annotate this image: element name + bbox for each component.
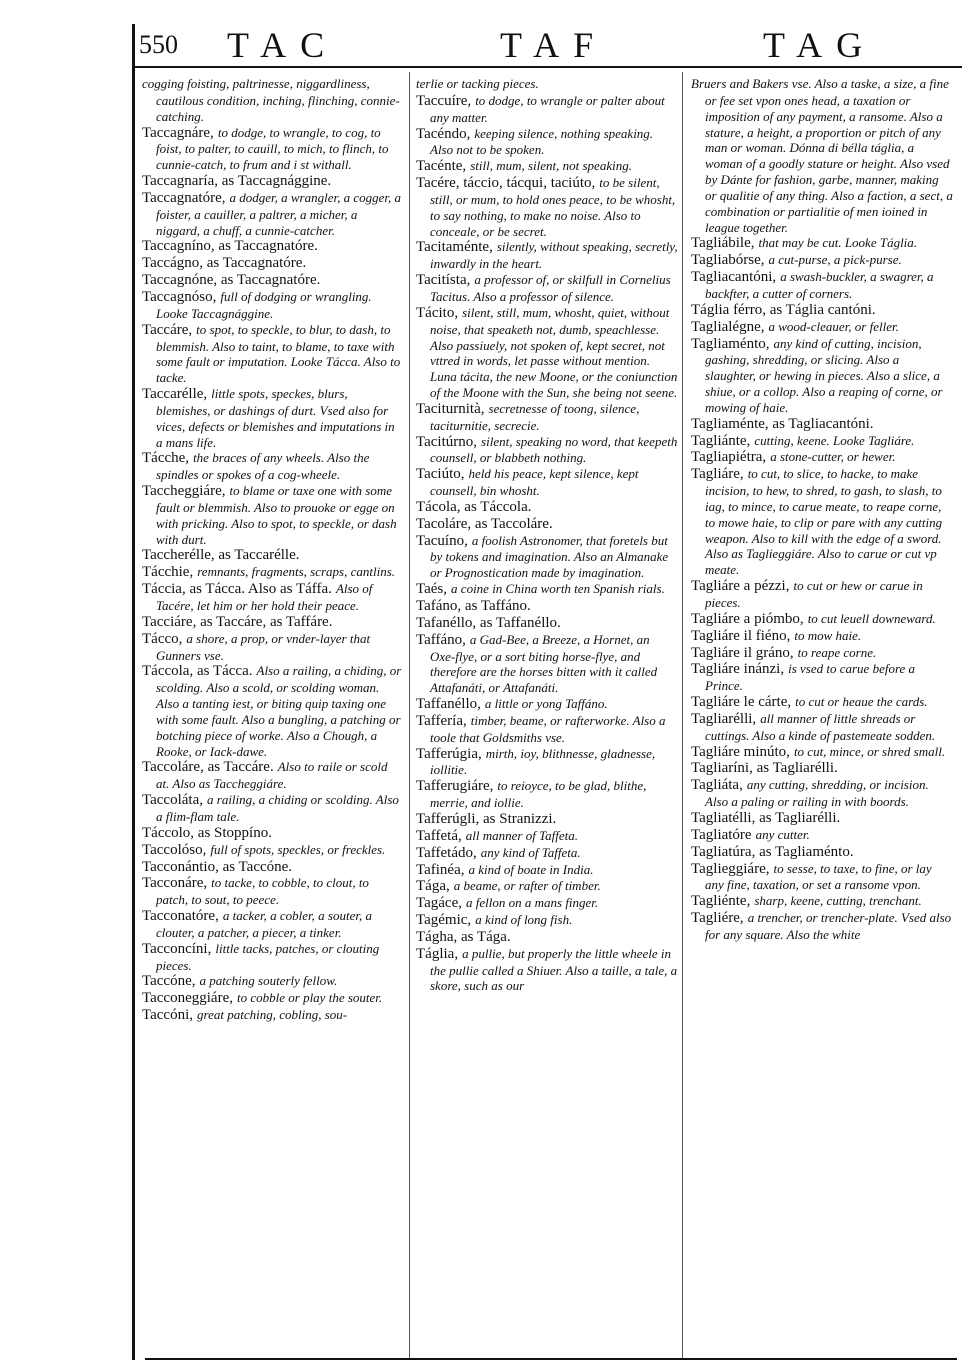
column-left <box>142 76 404 1354</box>
dictionary-entry <box>142 76 404 125</box>
entry-definition: to dodge, to wrangle, to cog, to foist, to palter, to cauill, to mich, to flinch, to cunnie-catch, to frum and i st withall. <box>156 124 389 173</box>
entry-definition: a wood-cleauer, or feller. <box>768 318 899 334</box>
entry-definition: Also of Tacére, let him or her hold their peace. <box>156 581 373 613</box>
entry-headword: Tagliáta, <box>691 777 743 794</box>
dictionary-entry <box>142 990 404 1007</box>
dictionary-entry <box>416 499 678 516</box>
entry-headword: Tácchie, <box>142 564 194 581</box>
entry-headword: Tagliáre a piómbo, <box>691 610 804 627</box>
dictionary-entry <box>416 516 678 533</box>
entry-definition: timber, beame, or rafterworke. Also a toole that Goldsmiths vse. <box>430 712 666 745</box>
dictionary-entry <box>142 450 404 483</box>
entry-definition: a fellon on a mans finger. <box>466 895 599 911</box>
entry-definition: full of dodging or wrangling. Looke Taccagnággine. <box>156 288 372 321</box>
entry-headword: Taffanéllo, <box>416 696 481 713</box>
entry-headword: Taffetádo, <box>416 844 477 861</box>
entry-headword: Tafferúgia, <box>416 745 482 762</box>
entry-definition: Also to raile or scold at. Also as Taccheggiáre. <box>156 759 388 792</box>
dictionary-entry <box>416 746 678 779</box>
dictionary-entry <box>691 449 953 466</box>
dictionary-entry <box>691 910 953 943</box>
dictionary-entry <box>691 76 953 235</box>
entry-definition: a Gad-Bee, a Breeze, a Hornet, an Oxe-flye, or a sort biting horse-flye, and therefore are the horses bitten with it called Attafanáti, or Attafanáti. <box>430 631 658 696</box>
entry-definition: a professor of, or skilfull in Cornelius Tacitus. Also a professor of silence. <box>430 272 671 304</box>
dictionary-entry <box>691 744 953 761</box>
dictionary-entry <box>142 581 404 614</box>
entry-headword: Tafferúgli, as Stranizzi. <box>416 810 557 827</box>
entry-definition: all manner of little shreads or cuttings. Also a kinde of pastemeate sodden. <box>705 710 936 743</box>
dictionary-entry <box>142 386 404 450</box>
entry-headword: Tacconáre, <box>142 875 208 892</box>
entry-definition: to be silent, still, or mum, to hold ones peace, to be whosht, to say nothing, to make no noise. Also to conceale, or be secret. <box>430 175 676 239</box>
entry-headword: Tacitúrno, <box>416 433 478 450</box>
running-head-left: TAC <box>227 25 339 65</box>
dictionary-entry <box>142 614 404 631</box>
entry-headword: Taccóni, <box>142 1007 194 1024</box>
entry-headword: Tagliaríni, as Tagliarélli. <box>691 760 838 777</box>
entry-headword: Tacuíno, <box>416 532 468 549</box>
entry-headword: Tacéndo, <box>416 125 471 142</box>
dictionary-entry <box>416 713 678 746</box>
entry-definition: a shore, a prop, or vnder-layer that Gunners vse. <box>156 630 371 663</box>
entry-headword: Tacconántio, as Taccóne. <box>142 858 293 875</box>
entry-headword: Taccagnaría, as Taccagnággine. <box>142 173 332 190</box>
entry-definition: a kind of boate in India. <box>468 861 594 877</box>
dictionary-entry <box>142 547 404 564</box>
bottom-rule <box>145 1358 957 1360</box>
entry-headword: Tácco, <box>142 630 183 647</box>
entry-headword: Taccherélle, as Taccarélle. <box>142 547 300 564</box>
entry-headword: Taglieggiáre, <box>691 860 770 877</box>
dictionary-entry <box>142 272 404 289</box>
dictionary-entry <box>416 239 678 272</box>
running-head-center: TAF <box>500 25 608 65</box>
entry-headword: Táccia, as Tácca. Also as Táffa. <box>142 581 332 598</box>
dictionary-entry <box>142 875 404 908</box>
dictionary-entry <box>142 859 404 876</box>
entry-headword: Tagliáre il gráno, <box>691 644 794 661</box>
dictionary-entry <box>142 125 404 174</box>
entry-headword: Tagliáre minúto, <box>691 743 790 760</box>
dictionary-entry <box>142 564 404 581</box>
running-head-right: TAG <box>763 25 877 65</box>
dictionary-entry <box>416 466 678 499</box>
entry-headword: Tagliáre a pézzi, <box>691 578 790 595</box>
entry-definition: cogging foisting, paltrinesse, niggardliness, cautilous condition, inching, flinching, connie-catching. <box>142 76 400 124</box>
dictionary-entry <box>142 289 404 322</box>
dictionary-entry <box>691 433 953 450</box>
entry-headword: Taccagnáre, <box>142 124 214 141</box>
entry-headword: Tagliatúra, as Tagliaménto. <box>691 843 854 860</box>
entry-headword: Tacciáre, as Taccáre, as Taffáre. <box>142 613 333 630</box>
dictionary-entry <box>416 598 678 615</box>
entry-headword: Tagliapiétra, <box>691 449 767 466</box>
entry-definition: mirth, ioy, blithnesse, gladnesse, iollitie. <box>430 745 656 778</box>
entry-headword: Tagémic, <box>416 912 472 929</box>
dictionary-entry <box>691 319 953 336</box>
column-right <box>691 76 953 1354</box>
entry-definition: a tacker, a cobler, a souter, a clouter, a patcher, a piecer, a tinker. <box>156 908 372 940</box>
dictionary-entry <box>691 694 953 711</box>
dictionary-entry <box>142 631 404 664</box>
dictionary-entry <box>416 533 678 582</box>
entry-headword: Tácola, as Táccola. <box>416 498 532 515</box>
dictionary-entry <box>691 611 953 628</box>
entry-headword: Tafáno, as Taffáno. <box>416 598 531 614</box>
dictionary-entry <box>416 912 678 929</box>
entry-definition: to cut or heaue the cards. <box>795 694 928 710</box>
entry-definition: that may be cut. Looke Táglia. <box>758 235 918 251</box>
entry-headword: Tagliatélli, as Tagliarélli. <box>691 809 841 826</box>
entry-headword: Tafanéllo, as Taffanéllo. <box>416 614 561 631</box>
entry-headword: Taccagnóne, as Taccagnatóre. <box>142 272 321 289</box>
entry-headword: Taccáre, <box>142 321 193 338</box>
entry-definition: to cut or hew or carue in pieces. <box>705 578 923 610</box>
dictionary-entry <box>142 173 404 190</box>
entry-definition: silent, still, mum, whosht, quiet, without noise, that speaketh not, dumb, speachlesse. Also passiuely, not spoken of, kept secret, not vttred in words, let passe without mention. Luna tácita, the new Moone, or the coniunction of the Moone with the Sun, she being not seene. <box>430 304 678 401</box>
entry-headword: Taccagníno, as Taccagnatóre. <box>142 238 318 255</box>
dictionary-entry <box>691 893 953 910</box>
entry-definition: silent, speaking no word, that keepeth counsell, or blabbeth nothing. <box>430 433 678 466</box>
entry-definition: to sesse, to taxe, to fine, or lay any fine, taxation, or set a ransome vpon. <box>705 860 932 893</box>
entry-headword: Táccola, as Tácca. <box>142 663 253 680</box>
dictionary-entry <box>142 973 404 990</box>
dictionary-entry <box>416 126 678 159</box>
dictionary-entry <box>691 661 953 694</box>
entry-definition: cutting, keene. Looke Tagliáre. <box>754 432 915 448</box>
dictionary-entry <box>416 305 678 401</box>
entry-definition: Bruers and Bakers vse. Also a taske, a size, a fine or fee set vpon ones head, a taxation or imposition of any payment, a ransome. Also a stature, a height, a proportion or pitch of any man or woman. Dónna di bélla táglia, a woman of a goodly stature or height. Also vsed by Dánte for fashion, garbe, manner, making or qualitie of any thing. Also a faction, a sect, a combination or partialitie of men ioined in league together. <box>691 76 953 235</box>
entry-headword: Tafinéa, <box>416 861 465 878</box>
entry-headword: Tagliaménte, as Tagliacantóni. <box>691 415 874 432</box>
dictionary-entry <box>691 711 953 744</box>
entry-headword: Taccoláta, <box>142 792 203 809</box>
entry-definition: any cutting, shredding, or incision. Also a paling or railing in with boords. <box>705 777 929 810</box>
dictionary-entry <box>691 760 953 777</box>
entry-definition: sharp, keene, cutting, trenchant. <box>754 893 922 909</box>
entry-headword: Taccolóso, <box>142 841 207 858</box>
dictionary-entry <box>416 93 678 126</box>
entry-headword: Taciturnità, <box>416 400 485 417</box>
entry-headword: Tagliatóre <box>691 826 752 843</box>
dictionary-entry <box>416 895 678 912</box>
entry-definition: little tacks, patches, or clouting pieces. <box>156 940 380 973</box>
entry-definition: a coine in China worth ten Spanish rials. <box>451 581 665 597</box>
dictionary-entry <box>416 929 678 946</box>
dictionary-entry <box>416 828 678 845</box>
dictionary-entry <box>416 946 678 995</box>
dictionary-entry <box>416 778 678 811</box>
dictionary-entry <box>142 483 404 547</box>
entry-headword: Tafferugiáre, <box>416 778 494 795</box>
entry-headword: Tagliarélli, <box>691 710 757 727</box>
entry-definition: still, mum, silent, not speaking. <box>470 158 632 174</box>
entry-headword: Taffetá, <box>416 827 462 844</box>
entry-definition: to cut, to slice, to hacke, to make incision, to hew, to shred, to gash, to slash, to iag, to mince, to carue meate, to reape corne, to mowe haie, to clip or pare with any cutting weapon. Also to kill with the edge of a sword. Also as Taglieggiáre. Also to carue or cut vp meate. <box>705 466 943 578</box>
entry-headword: Taccagnatóre, <box>142 189 226 206</box>
entry-headword: Tagliáre inánzi, <box>691 661 785 678</box>
entry-headword: Taffería, <box>416 712 467 729</box>
dictionary-entry <box>691 302 953 319</box>
entry-headword: Tacitísta, <box>416 272 471 289</box>
entry-definition: a swash-buckler, a swagrer, a backfter, a cutter of corners. <box>705 269 934 301</box>
entry-definition: to reape corne. <box>797 644 877 660</box>
entry-definition: secretnesse of toong, silence, taciturnitie, secrecie. <box>430 400 640 433</box>
entry-definition: a stone-cutter, or hewer. <box>770 449 896 465</box>
entry-headword: Tácche, <box>142 450 190 467</box>
entry-definition: silently, without speaking, secretly, inwardly in the heart. <box>430 239 678 272</box>
dictionary-entry <box>691 645 953 662</box>
entry-definition: to mow haie. <box>794 627 862 643</box>
entry-headword: Tagliábile, <box>691 235 755 252</box>
entry-headword: Taciúto, <box>416 466 465 483</box>
dictionary-entry <box>416 696 678 713</box>
entry-definition: keeping silence, nothing speaking. Also not to be spoken. <box>430 125 654 158</box>
dictionary-entry <box>142 238 404 255</box>
entry-headword: Tacoláre, as Taccoláre. <box>416 515 553 532</box>
dictionary-entry <box>691 269 953 302</box>
dictionary-entry <box>691 466 953 578</box>
entry-headword: Taccagnóso, <box>142 288 217 305</box>
entry-definition: a dodger, a wrangler, a cogger, a foister, a cauiller, a paltrer, a micher, a niggard, a chuff, a cunnie-catcher. <box>156 189 402 238</box>
entry-definition: all manner of Taffeta. <box>465 827 578 843</box>
entry-headword: Taccoláre, as Taccáre. <box>142 759 274 776</box>
entry-headword: Taés, <box>416 581 448 598</box>
entry-definition: to dodge, to wrangle or palter about any matter. <box>430 92 665 125</box>
entry-definition: to tacke, to cobble, to clout, to patch, to sout, to peece. <box>156 875 369 908</box>
dictionary-entry <box>691 628 953 645</box>
entry-headword: Tagliére, <box>691 910 744 927</box>
entry-definition: to cut, mince, or shred small. <box>793 743 946 759</box>
dictionary-entry <box>142 322 404 386</box>
dictionary-entry <box>691 777 953 810</box>
entry-headword: Taccheggiáre, <box>142 483 226 500</box>
entry-definition: little spots, speckes, blurs, blemishes, or dashings of durt. Vsed also for vices, defects or blemishes and imputations in a mans life. <box>156 386 395 450</box>
entry-definition: a railing, a chiding or scolding. Also a flim-flam tale. <box>156 792 399 824</box>
entry-definition: a pullie, but properly the little wheele in the pullie called a Shiuer. Also a taille, a tale, a skore, such as our <box>430 945 678 994</box>
entry-headword: Tagliáre le cárte, <box>691 694 792 711</box>
dictionary-entry <box>416 434 678 467</box>
entry-definition: a beame, or rafter of timber. <box>453 878 601 894</box>
dictionary-entry <box>691 861 953 894</box>
dictionary-entry <box>416 615 678 632</box>
entry-headword: Taccágno, as Taccagnatóre. <box>142 255 307 272</box>
entry-definition: a trencher, or trencher-plate. Vsed also for any square. Also the white <box>705 910 952 942</box>
entry-definition: to cut leuell downeward. <box>807 610 936 626</box>
entry-definition: terlie or tacking pieces. <box>416 76 539 91</box>
dictionary-entry <box>416 158 678 175</box>
dictionary-entry <box>142 1007 404 1024</box>
entry-headword: Tága, <box>416 878 450 895</box>
dictionary-entry <box>416 175 678 239</box>
column-rule <box>682 72 683 1358</box>
dictionary-entry <box>142 825 404 842</box>
entry-headword: Tágha, as Tága. <box>416 928 511 945</box>
entry-definition: a cut-purse, a pick-purse. <box>768 252 902 268</box>
entry-headword: Tagliánte, <box>691 432 751 449</box>
entry-definition: held his peace, kept silence, kept counsell, bin whosht. <box>430 466 639 499</box>
dictionary-entry <box>142 842 404 859</box>
dictionary-entry <box>416 878 678 895</box>
entry-definition: Also a railing, a chiding, or scolding. Also a scold, or scolding woman. Also a tanting iest, or biting quip taxing one with some fault. Also a bungling, a patching or botching piece of worke. Also a Chough, a Rooke, or Iack-dawe. <box>156 663 402 759</box>
dictionary-entry <box>416 845 678 862</box>
dictionary-entry <box>142 663 404 759</box>
dictionary-entry <box>691 844 953 861</box>
dictionary-entry <box>142 941 404 974</box>
entry-headword: Táccolo, as Stoppíno. <box>142 824 272 841</box>
entry-definition: a patching souterly fellow. <box>199 973 338 989</box>
entry-headword: Táglia férro, as Táglia cantóni. <box>691 301 876 318</box>
entry-definition: to cobble or play the souter. <box>237 990 383 1006</box>
entry-definition: remnants, fragments, scraps, cantlins. <box>197 564 396 580</box>
entry-headword: Tagliabórse, <box>691 252 765 269</box>
dictionary-entry <box>416 632 678 696</box>
entry-headword: Taccuíre, <box>416 92 472 109</box>
entry-headword: Tagliáre, <box>691 466 744 483</box>
entry-definition: any cutter. <box>755 826 810 842</box>
entry-headword: Tacconcíni, <box>142 940 212 957</box>
dictionary-entry <box>142 792 404 825</box>
entry-definition: the braces of any wheels. Also the spindles or spokes of a cog-wheele. <box>156 450 370 483</box>
dictionary-entry <box>691 578 953 611</box>
dictionary-entry <box>691 336 953 416</box>
entry-headword: Taffáno, <box>416 631 466 648</box>
entry-headword: Tacénte, <box>416 158 467 175</box>
entry-definition: is vsed to carue before a Prince. <box>705 661 916 694</box>
entry-headword: Tagliacantóni, <box>691 269 777 286</box>
dictionary-entry <box>416 811 678 828</box>
entry-definition: to reioyce, to be glad, blithe, merrie, and iollie. <box>430 778 647 811</box>
entry-definition: a little or yong Taffáno. <box>484 696 608 712</box>
column-rule <box>409 72 410 1358</box>
entry-headword: Tagáce, <box>416 895 462 912</box>
dictionary-entry <box>691 827 953 844</box>
entry-headword: Taccóne, <box>142 973 196 990</box>
dictionary-entry <box>142 759 404 792</box>
entry-definition: to blame or taxe one with some fault or blemmish. Also to prouoke or egge on with pricking. Also to spot, to speckle, or dash with durt. <box>156 483 397 547</box>
entry-definition: to spot, to speckle, to blur, to dash, to blemmish. Also to taint, to blame, to taxe with some fault or imputation. Looke Tácca. Also to tacke. <box>156 321 401 386</box>
entry-headword: Tacitaménte, <box>416 239 493 256</box>
entry-headword: Táglia, <box>416 945 459 962</box>
dictionary-entry <box>416 581 678 598</box>
column-center <box>416 76 678 1354</box>
dictionary-entry <box>691 252 953 269</box>
entry-headword: Tácito, <box>416 304 459 321</box>
entry-definition: great patching, cobling, sou- <box>197 1007 348 1023</box>
entry-definition: any kind of Taffeta. <box>480 844 581 860</box>
dictionary-entry <box>416 862 678 879</box>
dictionary-entry <box>142 255 404 272</box>
entry-headword: Taccarélle, <box>142 386 208 403</box>
entry-headword: Tagliáre il fiéno, <box>691 627 791 644</box>
entry-headword: Taglialégne, <box>691 318 765 335</box>
entry-definition: full of spots, speckles, or freckles. <box>210 841 386 857</box>
page-number: 550 <box>139 30 178 59</box>
dictionary-entry <box>142 190 404 239</box>
entry-headword: Tacére, táccio, tácqui, taciúto, <box>416 175 596 192</box>
entry-definition: a foolish Astronomer, that foretels but by tokens and imagination. Also an Almanake or Prognostication made by imagination. <box>430 532 669 581</box>
entry-headword: Tacconeggiáre, <box>142 990 233 1007</box>
dictionary-entry <box>691 235 953 252</box>
dictionary-entry <box>416 272 678 305</box>
dictionary-entry <box>416 401 678 434</box>
dictionary-entry <box>416 76 678 93</box>
entry-definition: a kind of long fish. <box>475 912 573 928</box>
dictionary-entry <box>142 908 404 941</box>
entry-definition: any kind of cutting, incision, gashing, shredding, or slicing. Also a slaughter, or hewing in pieces. Also a slice, a shiue, or a collop. Also a reaping of corne, or mowing of haie. <box>705 335 943 415</box>
dictionary-entry <box>691 810 953 827</box>
dictionary-entry <box>691 416 953 433</box>
entry-headword: Tacconatóre, <box>142 908 219 925</box>
entry-headword: Tagliénte, <box>691 893 751 910</box>
page-header <box>135 22 961 66</box>
entry-headword: Tagliaménto, <box>691 335 770 352</box>
